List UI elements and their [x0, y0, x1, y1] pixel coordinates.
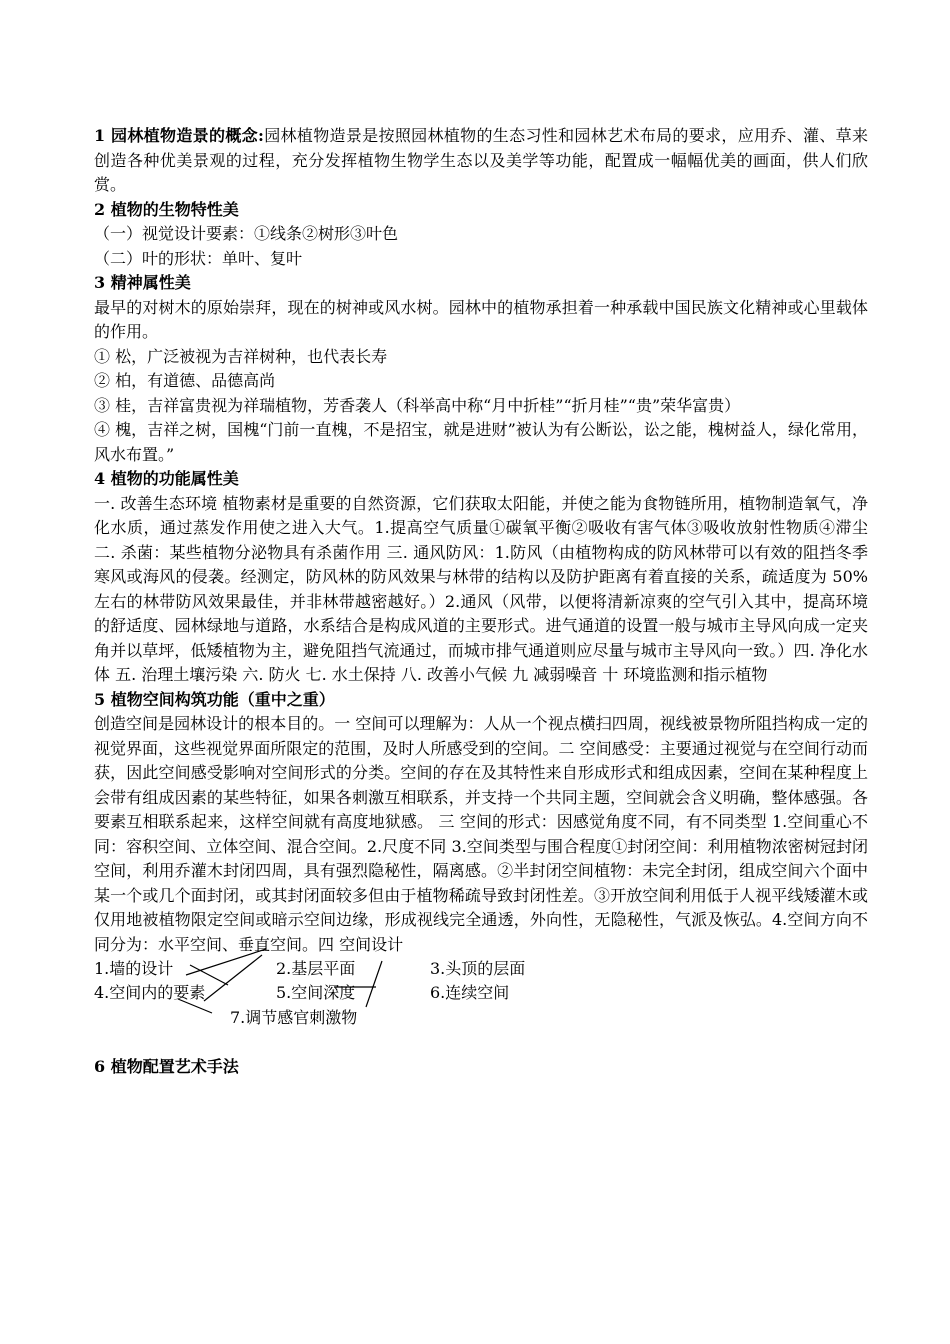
space-item-2: 2.基层平面 [276, 959, 356, 978]
section-1-paragraph [94, 124, 868, 198]
section-6-title: 6 植物配置艺术手法 [94, 1057, 239, 1076]
section-4-title: 4 植物的功能属性美 [94, 469, 239, 488]
section-2-title: 2 植物的生物特性美 [94, 199, 239, 219]
space-item-5: 5.空间深度 [276, 983, 356, 1002]
space-item-1: 1.墙的设计 [94, 959, 174, 978]
strike-line [204, 955, 262, 1001]
document-content [94, 124, 868, 1080]
section-1-title: 1 园林植物造景的概念: [94, 126, 264, 145]
section-3-title: 3 精神属性美 [94, 273, 191, 292]
space-item-7: 7.调节感官刺激物 [230, 1008, 358, 1027]
section-2-line-2: （二）叶的形状：单叶、复叶 [94, 248, 303, 268]
section-2-line-1: （一）视觉设计要素：①线条②树形③叶色 [94, 224, 399, 243]
space-item-6: 6.连续空间 [430, 983, 510, 1002]
strike-line [178, 999, 212, 1013]
section-3-item-4: ④ 槐，吉祥之树，国槐“门前一直槐，不是招宝，就是进财”被认为有公断讼，讼之能，槐树益人，绿化常用，风水布置。” [94, 420, 868, 464]
space-design-items [94, 957, 868, 1031]
section-5-title: 5 植物空间构筑功能（重中之重） [94, 689, 335, 709]
section-5-text: 创造空间是园林设计的根本目的。一 空间可以理解为：人从一个视点横扫四周，视线被景物所阻挡构成一定的视觉界面，这些视觉界面所限定的范围，及时人所感受到的空间。二 空间感受：主要通过视觉与在空间行动而获，因此空间感受影响对空间形式的分类。空间的存在及其特性来自形成形式和组成因素，空间在某种程度上会带有组成因素的某些特征，如果各刺激互相联系，并支持一个共同主题，空间就会含义明确，整体感强。各要素互相联系起来，这样空间就有高度地狱感。 三 空间的形式：因感觉角度不同，有不同类型 1.空间重心不同：容积空间、立体空间、混合空间。2.尺度不同 3.空间类型与围合程度①封闭空间：利用植物浓密树冠封闭空间，利用乔灌木封闭四周，具有强烈隐秘性，隔离感。②半封闭空间植物：未完全封闭，组成空间六个面中某一个或几个面封闭，或其封闭面较多但由于植物稀疏导致封闭性差。③开放空间利用低于人视平线矮灌木或仅用地被植物限定空间或暗示空间边缘，形成视线完全通透，外向性，无隐秘性，气派及恢弘。4.空间方向不同分为：水平空间、垂直空间。四 空间设计 [94, 714, 868, 954]
handwritten-strike-marks [94, 957, 414, 1031]
section-4-text: 一. 改善生态环境 植物素材是重要的自然资源，它们获取太阳能，并使之能为食物链所用，植物制造氧气，净化水质，通过蒸发作用使之进入大气。1.提高空气质量①碳氧平衡②吸收有害气体③吸收放射性物质④滞尘 二. 杀菌：某些植物分泌物具有杀菌作用 三. 通风防风：1.防风（由植物构成的防风林带可以有效的阻挡冬季寒风或海风的侵袭。经测定，防风林的防风效果与林带的结构以及防护距离有着直接的关系，疏适度为 50%左右的林带防风效果最佳，并非林带越密越好。）2.通风（风带，以便将清新凉爽的空气引入其中，提高环境的舒适度、园林绿地与道路，水系结合是构成风道的主要形式。进气通道的设置一般与城市主导风向成一定夹角并以草坪，低矮植物为主，避免阻挡气流通过，而城市排气通道则应尽量与城市主导风向一致。）四. 净化水体 五. 治理土壤污染 六. 防火 七. 水土保持 八. 改善小气候 九 减弱噪音 十 环境监测和指示植物 [94, 493, 868, 684]
section-3-item-3: ③ 桂，吉祥富贵视为祥瑞植物，芳香袭人（科举高中称“月中折桂”“折月桂”“贵”荣华富贵） [94, 395, 741, 415]
space-item-4: 4.空间内的要素 [94, 983, 206, 1002]
section-3-intro: 最早的对树木的原始崇拜，现在的树神或风水树。园林中的植物承担着一种承载中国民族文化精神或心里载体的作用。 [94, 297, 868, 341]
section-3-item-2: ② 柏，有道德、品德高尚 [94, 371, 276, 390]
section-1-text: 园林植物造景是按照园林植物的生态习性和园林艺术布局的要求，应用乔、灌、草来创造各种优美景观的过程，充分发挥植物生物学生态以及美学等功能，配置成一幅幅优美的画面，供人们欣赏。 [94, 126, 868, 194]
section-3-item-1: ① 松，广泛被视为吉祥树种，也代表长寿 [94, 346, 388, 366]
space-item-3: 3.头顶的层面 [430, 959, 526, 978]
strike-line [366, 961, 382, 1007]
